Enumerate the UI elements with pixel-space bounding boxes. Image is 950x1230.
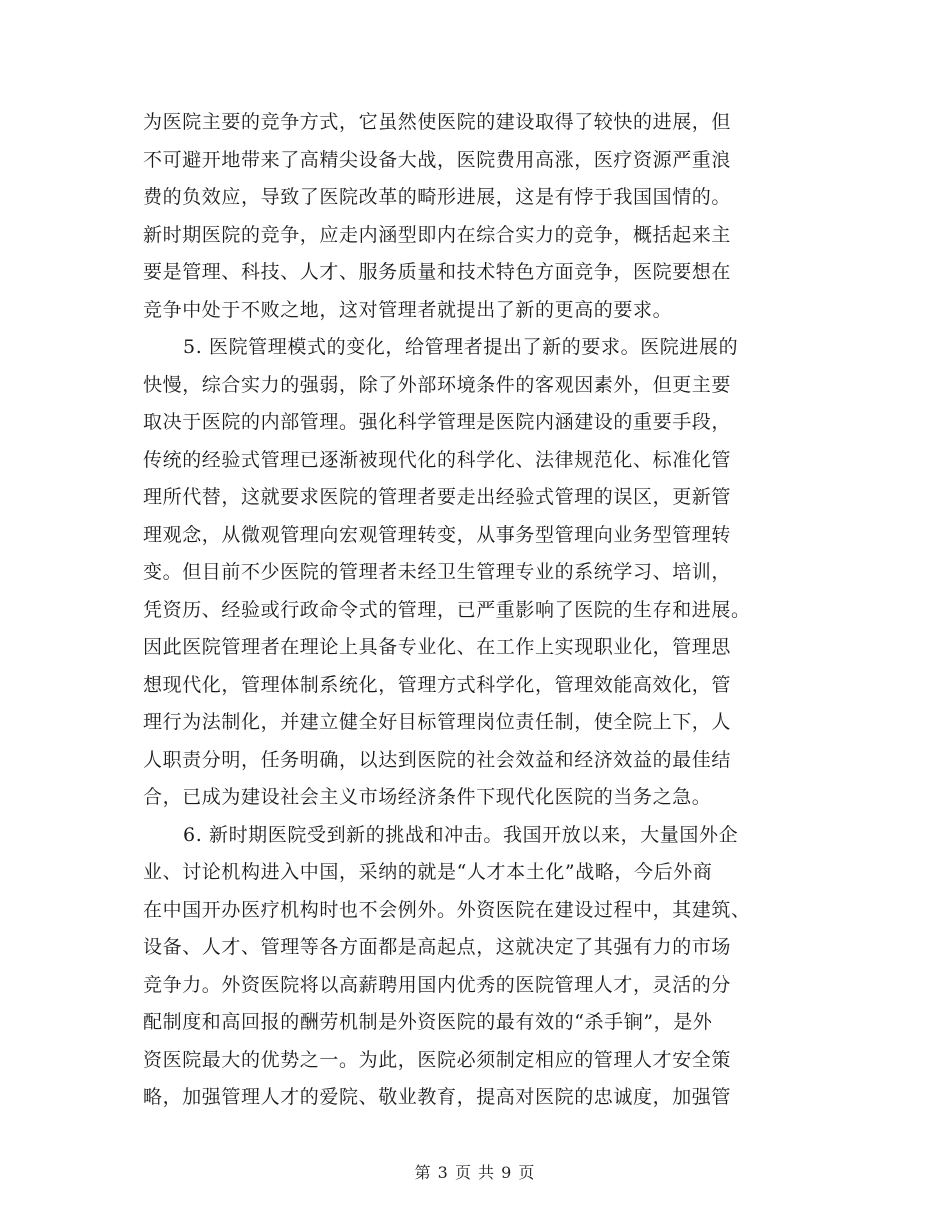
text-line: 要是管理、科技、人才、服务质量和技术特色方面竞争，医院要想在 bbox=[143, 261, 732, 283]
text-line: 5. 医院管理模式的变化，给管理者提出了新的要求。医院进展的 bbox=[183, 336, 739, 358]
text-line: 新时期医院的竞争，应走内涵型即内在综合实力的竞争，概括起来主 bbox=[143, 223, 732, 246]
text-line: 传统的经验式管理已逐渐被现代化的科学化、法律规范化、标准化管 bbox=[143, 448, 732, 471]
text-line: 快慢，综合实力的强弱，除了外部环境条件的客观因素外，但更主要 bbox=[143, 373, 732, 396]
text-line: 理行为法制化，并建立健全好目标管理岗位责任制，使全院上下，人 bbox=[143, 711, 732, 733]
text-line: 变。但目前不少医院的管理者未经卫生管理专业的系统学习、培训， bbox=[143, 561, 732, 583]
document-body bbox=[143, 104, 813, 1117]
text-line: 理所代替，这就要求医院的管理者要走出经验式管理的误区，更新管 bbox=[143, 486, 732, 508]
text-line: 资医院最大的优势之一。为此，医院必须制定相应的管理人才安全策 bbox=[143, 1048, 732, 1071]
text-line: 竞争力。外资医院将以高薪聘用国内优秀的医院管理人才，灵活的分 bbox=[143, 973, 732, 996]
text-line: 想现代化，管理体制系统化，管理方式科学化，管理效能高效化，管 bbox=[143, 673, 732, 696]
text-line: 理观念，从微观管理向宏观管理转变，从事务型管理向业务型管理转 bbox=[143, 523, 732, 546]
text-line: 不可避开地带来了高精尖设备大战，医院费用高涨，医疗资源严重浪 bbox=[143, 148, 732, 171]
text-line: 设备、人才、管理等各方面都是高起点，这就决定了其强有力的市场 bbox=[143, 936, 732, 958]
text-line: 略，加强管理人才的爱院、敬业教育，提高对医院的忠诚度，加强管 bbox=[143, 1086, 732, 1108]
text-line: 因此医院管理者在理论上具备专业化、在工作上实现职业化，管理思 bbox=[143, 636, 732, 658]
text-line: 为医院主要的竞争方式，它虽然使医院的建设取得了较快的进展，但 bbox=[143, 111, 732, 133]
text-line: 费的负效应，导致了医院改革的畸形进展，这是有悖于我国国情的。 bbox=[143, 186, 732, 208]
text-line: 在中国开办医疗机构时也不会例外。外资医院在建设过程中，其建筑、 bbox=[143, 898, 751, 921]
page-footer: 第 3 页 共 9 页 bbox=[414, 1163, 536, 1182]
text-line: 6. 新时期医院受到新的挑战和冲击。我国开放以来，大量国外企 bbox=[183, 823, 739, 846]
text-line: 业、讨论机构进入中国，采纳的就是“人才本土化”战略，今后外商 bbox=[143, 861, 713, 883]
text-line: 配制度和高回报的酬劳机制是外资医院的最有效的“杀手锏”，是外 bbox=[143, 1011, 713, 1033]
text-line: 合，已成为建设社会主义市场经济条件下现代化医院的当务之急。 bbox=[143, 786, 712, 808]
text-line: 凭资历、经验或行政命令式的管理，已严重影响了医院的生存和进展。 bbox=[143, 598, 751, 621]
text-line: 人职责分明，任务明确，以达到医院的社会效益和经济效益的最佳结 bbox=[143, 748, 732, 771]
text-line: 竞争中处于不败之地，这对管理者就提出了新的更高的要求。 bbox=[143, 298, 673, 321]
text-line: 取决于医院的内部管理。强化科学管理是医院内涵建设的重要手段， bbox=[143, 411, 732, 433]
